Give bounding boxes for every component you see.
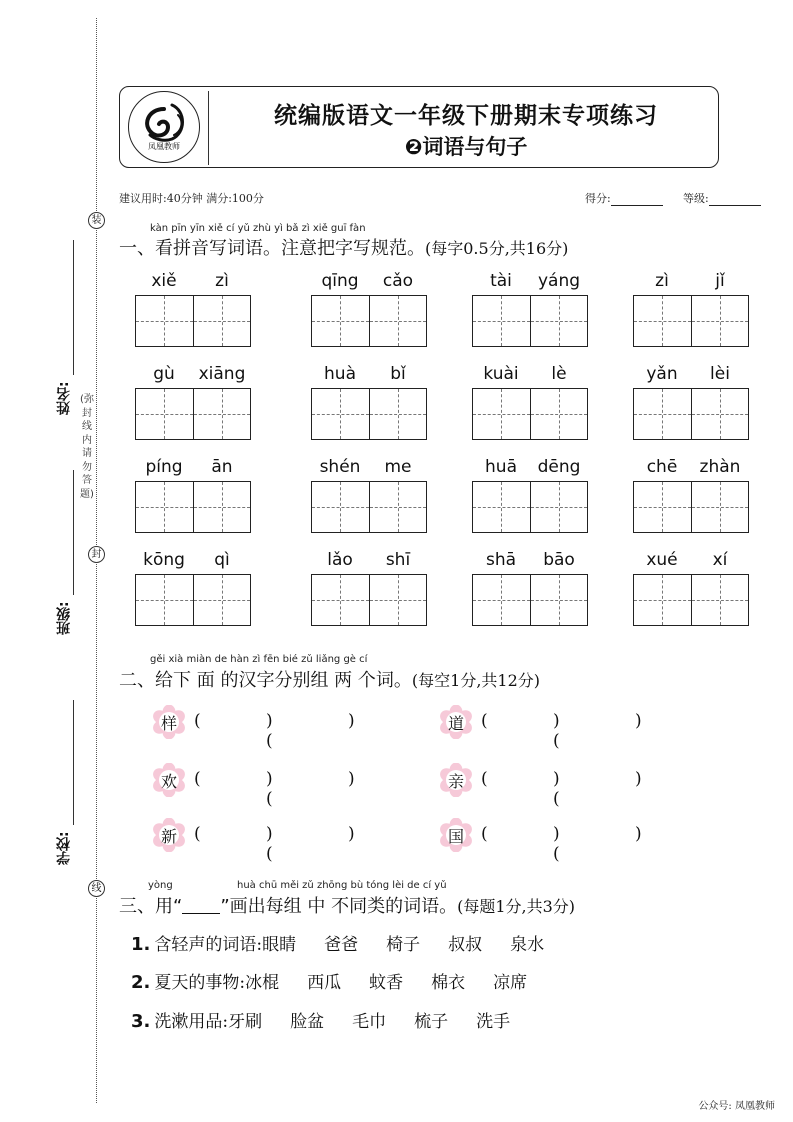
answer-blank[interactable]: [565, 709, 633, 733]
paren-close: ): [635, 824, 642, 844]
underline-sample: [182, 897, 220, 914]
writing-cell[interactable]: [369, 296, 426, 346]
writing-cell[interactable]: [193, 389, 250, 439]
paren-close: ): [635, 711, 642, 731]
choice-word[interactable]: 椅子: [386, 935, 421, 955]
writing-cell[interactable]: [369, 389, 426, 439]
section3-pinyin-yong: yòng: [148, 880, 173, 891]
writing-cell[interactable]: [530, 482, 587, 532]
paren-open: (: [481, 769, 488, 789]
target-char: 欢: [160, 772, 177, 791]
word-pinyin: xiāng: [198, 364, 246, 384]
paren-close: ): [348, 824, 355, 844]
word-pinyin: ān: [211, 457, 233, 477]
phoenix-swirl-icon: [128, 91, 200, 163]
writing-cell[interactable]: [312, 575, 369, 625]
choice-word[interactable]: 棉衣: [431, 973, 466, 993]
word-pinyin: shī: [385, 550, 411, 570]
word-pinyin: yǎn: [646, 364, 678, 384]
choice-word[interactable]: 爸爸: [324, 935, 359, 955]
tianzige-grid: [311, 295, 427, 347]
row-number: 2.: [131, 972, 151, 993]
word-pinyin: chē: [646, 457, 678, 477]
header-divider: [208, 91, 209, 165]
answer-blank[interactable]: [491, 767, 551, 791]
odd-one-out-row: [131, 1007, 510, 1032]
choice-word[interactable]: 梳子: [414, 1012, 449, 1032]
tianzige-grid: [633, 388, 749, 440]
writing-cell[interactable]: [312, 482, 369, 532]
section2-pinyin: gěi xià miàn de hàn zì fēn bié zǔ liǎng gè cí: [150, 654, 368, 665]
tianzige-grid: [311, 481, 427, 533]
page-title: 统编版语文一年级下册期末专项练习: [274, 103, 658, 129]
word-pinyin: gù: [153, 364, 175, 384]
word-pinyin: qì: [214, 550, 230, 570]
tianzige-grid: [135, 481, 251, 533]
section1-title-text: 一、看拼音写词语。注意把字写规范。: [119, 238, 425, 259]
target-char: 样: [160, 714, 177, 733]
tianzige-grid: [311, 574, 427, 626]
writing-cell[interactable]: [634, 296, 691, 346]
row-number: 1.: [131, 934, 151, 955]
answer-blank[interactable]: [278, 709, 346, 733]
answer-blank[interactable]: [565, 767, 633, 791]
writing-cell[interactable]: [136, 575, 193, 625]
odd-one-out-row: [131, 930, 544, 955]
writing-cell[interactable]: [634, 575, 691, 625]
section3-note: (每题1分,共3分): [457, 897, 576, 916]
answer-blank[interactable]: [565, 822, 633, 846]
name-line: [73, 240, 74, 375]
binding-tag-feng: 封: [88, 546, 105, 563]
word-pinyin: qīng: [321, 271, 359, 291]
grade-field[interactable]: [683, 190, 761, 206]
tianzige-grid: [633, 574, 749, 626]
answer-blank[interactable]: [491, 709, 551, 733]
paren-close: ): [635, 769, 642, 789]
section2-title: [119, 666, 540, 692]
paren-close: ): [348, 769, 355, 789]
target-char: 亲: [447, 772, 464, 791]
writing-cell[interactable]: [691, 482, 748, 532]
section3-title: [119, 892, 575, 918]
binding-tag-zhuang: 装: [88, 212, 105, 229]
answer-blank[interactable]: [278, 822, 346, 846]
row-label-word[interactable]: 夏天的事物:冰棍: [154, 973, 280, 993]
paren-open: (: [194, 711, 201, 731]
writing-cell[interactable]: [530, 296, 587, 346]
binding-note: (弥封线内请勿答题): [80, 394, 94, 500]
writing-cell[interactable]: [193, 575, 250, 625]
paren-mid: )(: [553, 769, 560, 809]
word-pinyin: kuài: [483, 364, 519, 384]
section1-title: [119, 234, 568, 260]
paren-mid: )(: [266, 711, 273, 751]
tianzige-grid: [135, 295, 251, 347]
writing-cell[interactable]: [193, 296, 250, 346]
score-blank[interactable]: [611, 194, 663, 206]
choice-word[interactable]: 毛巾: [352, 1012, 387, 1032]
paren-open: (: [194, 769, 201, 789]
page-subtitle: ❷词语与句子: [404, 135, 528, 159]
writing-cell[interactable]: [634, 482, 691, 532]
tianzige-grid: [633, 481, 749, 533]
writing-cell[interactable]: [136, 389, 193, 439]
tianzige-grid: [472, 295, 588, 347]
writing-cell[interactable]: [136, 482, 193, 532]
writing-cell[interactable]: [312, 296, 369, 346]
word-pinyin: lǎo: [327, 550, 353, 570]
choice-word[interactable]: 叔叔: [448, 935, 483, 955]
word-pinyin: xiě: [151, 271, 177, 291]
writing-cell[interactable]: [530, 575, 587, 625]
word-pinyin: me: [384, 457, 412, 477]
class-line: [73, 470, 74, 595]
score-label: 得分:: [585, 192, 611, 205]
choice-word[interactable]: 脸盆: [290, 1012, 325, 1032]
class-label: 班级:: [56, 601, 72, 635]
school-label: 学校:: [56, 831, 72, 865]
paren-close: ): [348, 711, 355, 731]
section1-note: (每字0.5分,共16分): [425, 239, 569, 258]
row-number: 3.: [131, 1011, 151, 1032]
tianzige-grid: [472, 388, 588, 440]
paren-open: (: [481, 711, 488, 731]
name-label: 姓名:: [56, 381, 72, 415]
odd-one-out-row: [131, 968, 527, 993]
word-pinyin: píng: [145, 457, 183, 477]
paren-mid: )(: [553, 711, 560, 751]
word-pinyin: shén: [319, 457, 361, 477]
score-field[interactable]: [585, 190, 663, 206]
writing-cell[interactable]: [369, 482, 426, 532]
choice-word[interactable]: 蚊香: [369, 973, 404, 993]
row-label-word[interactable]: 洗漱用品:牙刷: [154, 1012, 263, 1032]
writing-cell[interactable]: [691, 389, 748, 439]
answer-blank[interactable]: [278, 767, 346, 791]
tianzige-grid: [633, 295, 749, 347]
tianzige-grid: [472, 574, 588, 626]
word-pinyin: huà: [324, 364, 356, 384]
word-pinyin: bāo: [543, 550, 575, 570]
grade-label: 等级:: [683, 192, 709, 205]
target-char: 道: [447, 714, 464, 733]
writing-cell[interactable]: [193, 482, 250, 532]
word-pinyin: xí: [712, 550, 728, 570]
target-char: 国: [447, 827, 464, 846]
writing-cell[interactable]: [530, 389, 587, 439]
answer-blank[interactable]: [204, 767, 264, 791]
word-pinyin: tài: [490, 271, 512, 291]
section1-pinyin: kàn pīn yīn xiě cí yǔ zhù yì bǎ zì xiě guī fàn: [150, 223, 366, 234]
paren-open: (: [194, 824, 201, 844]
writing-cell[interactable]: [369, 575, 426, 625]
section2-title-text: 二、给下 面 的汉字分别组 两 个词。: [119, 670, 412, 691]
word-pinyin: zhàn: [699, 457, 741, 477]
name-field[interactable]: [56, 240, 80, 420]
footer-credit: 公众号: 凤凰教师: [698, 1101, 775, 1112]
word-pinyin: shā: [485, 550, 517, 570]
tianzige-grid: [135, 574, 251, 626]
logo: [128, 91, 200, 163]
word-pinyin: bǐ: [390, 364, 406, 384]
word-pinyin: jǐ: [715, 271, 725, 291]
writing-cell[interactable]: [634, 389, 691, 439]
tianzige-grid: [135, 388, 251, 440]
writing-cell[interactable]: [136, 296, 193, 346]
binding-tag-xian: 线: [88, 880, 105, 897]
time-score-info: 建议用时:40分钟 满分:100分: [119, 192, 264, 205]
paren-mid: )(: [553, 824, 560, 864]
section3-title-pre: 三、用“: [119, 896, 183, 917]
word-pinyin: zì: [655, 271, 669, 291]
choice-word[interactable]: 凉席: [493, 973, 528, 993]
word-pinyin: yáng: [537, 271, 581, 291]
answer-blank[interactable]: [204, 822, 264, 846]
writing-cell[interactable]: [691, 296, 748, 346]
tianzige-grid: [311, 388, 427, 440]
writing-cell[interactable]: [473, 389, 530, 439]
grade-blank[interactable]: [709, 194, 761, 206]
paren-open: (: [481, 824, 488, 844]
row-label-word[interactable]: 含轻声的词语:眼睛: [154, 935, 297, 955]
target-char: 新: [160, 827, 177, 846]
word-pinyin: dēng: [537, 457, 581, 477]
header-box: [119, 86, 719, 168]
writing-cell[interactable]: [691, 575, 748, 625]
choice-word[interactable]: 西瓜: [307, 973, 342, 993]
school-line: [73, 700, 74, 825]
word-pinyin: lèi: [710, 364, 730, 384]
class-field[interactable]: [56, 470, 80, 640]
writing-cell[interactable]: [473, 575, 530, 625]
section2-note: (每空1分,共12分): [411, 671, 541, 690]
answer-blank[interactable]: [491, 822, 551, 846]
choice-word[interactable]: 洗手: [476, 1012, 511, 1032]
logo-text: 凤凰教师: [148, 142, 180, 151]
tianzige-grid: [472, 481, 588, 533]
paren-mid: )(: [266, 824, 273, 864]
word-pinyin: zì: [215, 271, 229, 291]
word-pinyin: xué: [646, 550, 678, 570]
choice-word[interactable]: 泉水: [510, 935, 545, 955]
answer-blank[interactable]: [204, 709, 264, 733]
writing-cell[interactable]: [473, 482, 530, 532]
paren-mid: )(: [266, 769, 273, 809]
word-pinyin: cǎo: [382, 271, 414, 291]
writing-cell[interactable]: [312, 389, 369, 439]
section3-title-post: ”画出每组 中 不同类的词语。: [220, 896, 458, 917]
school-field[interactable]: [56, 700, 80, 870]
section3-pinyin: huà chū měi zǔ zhōng bù tóng lèi de cí yǔ: [237, 880, 447, 891]
word-pinyin: kōng: [143, 550, 185, 570]
word-pinyin: huā: [485, 457, 517, 477]
word-pinyin: lè: [551, 364, 567, 384]
writing-cell[interactable]: [473, 296, 530, 346]
